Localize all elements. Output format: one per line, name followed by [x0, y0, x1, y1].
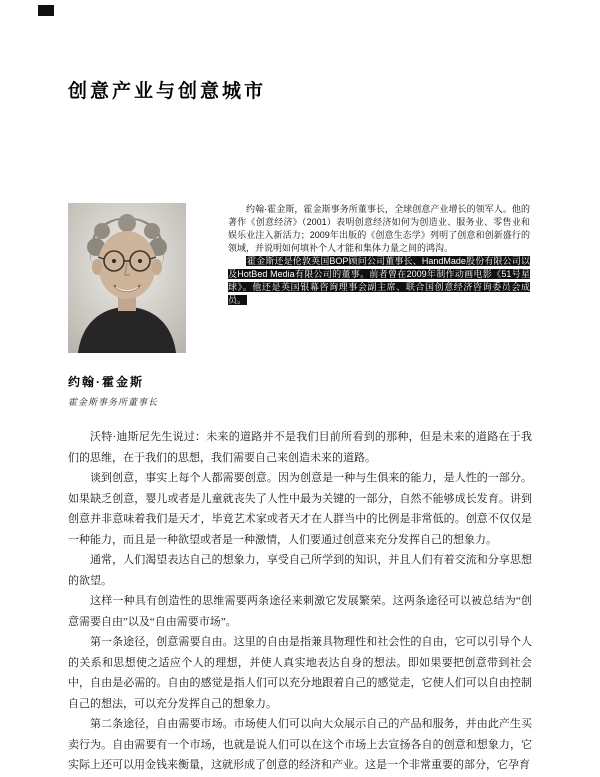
corner-marker: [38, 5, 54, 16]
bio-paragraph: [228, 203, 530, 255]
bio-paragraph-highlighted: [228, 255, 530, 307]
body-text: [68, 427, 532, 776]
bio-text-highlight: 霍金斯还是伦敦英国BOP顾问公司董事长、HandMade股份有限公司以及HotBed Media有限公司的董事。前者曾在2009年制作动画电影《51号星球》。他还是英国银幕咨询理事会副主席、联合国创意经济咨询委员会成员。: [228, 256, 530, 305]
paragraph: 通常，人们渴望表达自己的想象力，享受自己所学到的知识，并且人们有着交流和分享思想的欲望。: [68, 554, 532, 587]
paragraph: 这样一种具有创造性的思维需要两条途径来刺激它发展繁荣。这两条途径可以被总结为“创意需要自由”以及“自由需要市场”。: [68, 595, 532, 628]
author-role: 霍金斯事务所董事长: [68, 397, 159, 407]
paragraph: 第二条途径，自由需要市场。市场使人们可以向大众展示自己的产品和服务，并由此产生买卖行为。自由需要有一个市场，也就是说人们可以在这个市场上去宣扬各自的创意和想象力，它实际上还可以用金钱来衡量，这就形成了创意的经济和产业。这是一个非常重要的部分，它孕育: [68, 718, 532, 771]
paragraph: 沃特·迪斯尼先生说过：未来的道路并不是我们目前所看到的那种，但是未来的道路在于我们的思维，在于我们的思想，我们需要自己来创造未来的道路。: [68, 431, 532, 464]
author-name: 约翰·霍金斯: [68, 375, 144, 389]
portrait-photo: [68, 203, 186, 353]
bio-text: 约翰·霍金斯，霍金斯事务所董事长，全球创意产业增长的领军人。他的著作《创意经济》（2001）表明创意经济如何为创造业、服务业、零售业和娱乐业注入新活力；2009年出版的《创意生态学》列明了创意和创新盛行的领域，并说明如何填补个人才能和集体力量之间的鸿沟。: [228, 204, 530, 253]
paragraph: 谈到创意，事实上每个人都需要创意。因为创意是一种与生俱来的能力，是人性的一部分。如果缺乏创意，婴儿或者是儿童就丧失了人性中最为关键的一部分，自然不能够成长发育。讲到创意并非意味着我们是天才，毕竟艺术家或者天才在人群当中的比例是非常低的。创意不仅仅是一种能力，而且是一种欲望或者是一种激情，人们要通过创意来充分发挥自己的想象力。: [68, 472, 532, 546]
author-photo-column: [68, 203, 186, 408]
author-bio: [228, 203, 530, 307]
author-profile: [68, 203, 530, 408]
page-title: 创意产业与创意城市: [68, 81, 267, 102]
paragraph: 第一条途径，创意需要自由。这里的自由是指兼具物理性和社会性的自由，它可以引导个人的关系和思想使之适应个人的理想，并使人真实地表达自身的想法。即如果要把创意带到社会中，自由是必需的。自由的感觉是指人们可以充分地跟着自己的感觉走，它使人们可以自由控制自己的想法，可以充分发挥自己的想象力。: [68, 636, 532, 710]
